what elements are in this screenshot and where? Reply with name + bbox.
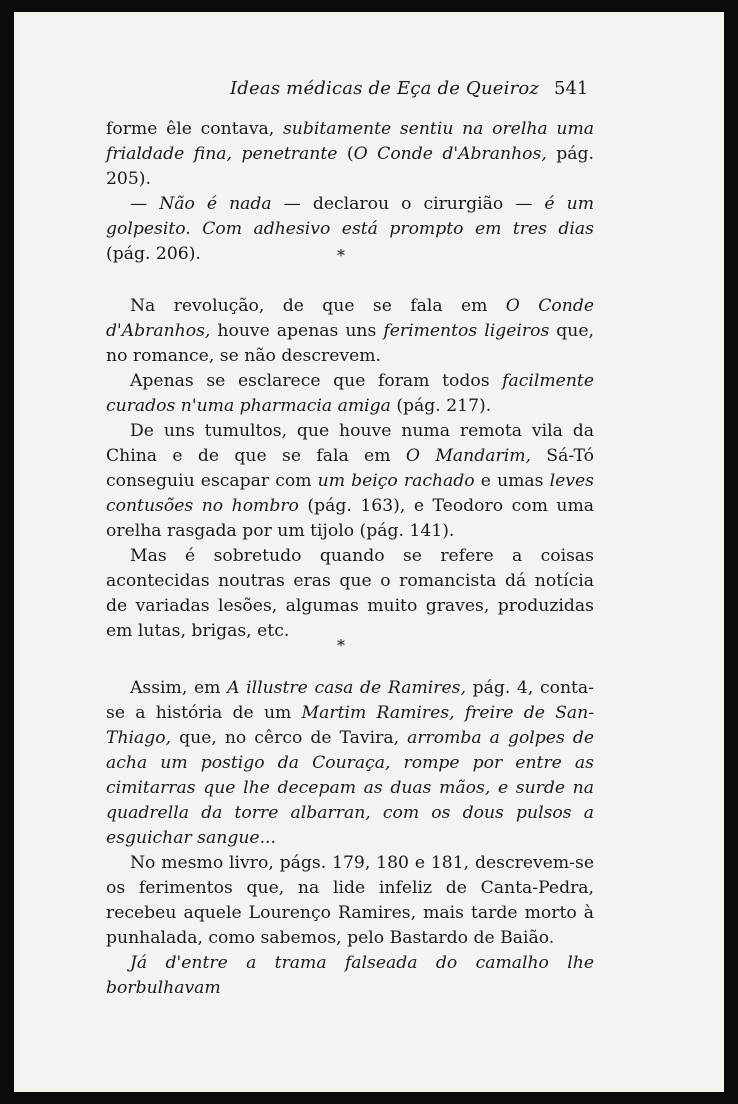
text-run: ( [337, 144, 354, 164]
section-separator-asterisk: * [337, 246, 345, 265]
paragraph [106, 676, 594, 851]
book-title: O Conde d'Abranhos, [353, 144, 547, 164]
italic-quote: é um golpesito. Com adhesivo está prompto em tres dias [106, 194, 594, 239]
italic-quote: Martim Ramires, freire de San-Thiago, [106, 703, 594, 748]
text-block-continuation [106, 117, 594, 267]
italic-quote: facilmente curados n'uma pharmacia amiga [106, 371, 594, 416]
section-separator-asterisk: * [337, 636, 345, 655]
book-title: A illustre casa de Ramires, [227, 678, 466, 698]
text-run: que, no romance, se não descrevem. [106, 321, 595, 366]
text-run: pág. 205). [106, 144, 594, 189]
text-run: Mas é sobretudo quando se refere a coisas acontecidas noutras eras que o romancista dá notícia de variadas lesões, algumas muito graves, produzidas em lutas, brigas, etc. [106, 546, 594, 641]
book-title: O Mandarim, [405, 446, 531, 466]
book-title: O Conde d'Abranhos, [106, 296, 594, 341]
italic-quote: subitamente sentiu na orelha uma frialdade fina, penetrante [106, 119, 594, 164]
text-run: Apenas se esclarece que foram todos [130, 371, 503, 391]
text-run: (pág. 217). [390, 396, 492, 416]
text-run: houve apenas uns [210, 321, 384, 341]
paragraph [106, 294, 594, 369]
text-run: No mesmo livro, págs. 179, 180 e 181, descrevem-se os ferimentos que, na lide infeliz de Canta-Pedra, recebeu aquele Lourenço Ramires, mais tarde morto à punhalada, como sabemos, pelo Bastardo de Baião. [106, 853, 594, 948]
text-block-section-1 [106, 294, 594, 644]
page-number: 541 [554, 78, 589, 99]
italic-quote: — Não é nada [130, 194, 272, 214]
paragraph [106, 117, 594, 192]
paragraph [106, 369, 594, 419]
page-header [14, 78, 724, 108]
running-title: Ideas médicas de Eça de Queiroz [230, 78, 540, 99]
text-run: Assim, em [130, 678, 228, 698]
text-run: que, no cêrco de Tavira, [171, 728, 408, 748]
paragraph [106, 419, 594, 544]
text-run: (pág. 206). [106, 244, 201, 264]
text-run: De uns tumultos, que houve numa remota vila da China e de que se fala em [106, 421, 594, 466]
text-block-section-2 [106, 676, 594, 1001]
paragraph [106, 851, 594, 951]
text-run: — declarou o cirurgião — [271, 194, 545, 214]
text-run: Sá-Tó conseguiu escapar com [106, 446, 594, 491]
text-run: e umas [474, 471, 550, 491]
italic-quote: leves contusões no hombro [106, 471, 594, 516]
italic-quote: ferimentos ligeiros [383, 321, 550, 341]
book-page [14, 12, 724, 1092]
paragraph [106, 544, 594, 644]
text-run: forme êle contava, [106, 119, 283, 139]
italic-quote: Já d'entre a trama falseada do camalho lhe borbulhavam [106, 953, 594, 998]
text-run: pág. 4, conta-se a história de um [106, 678, 594, 723]
text-run: Na revolução, de que se fala em [130, 296, 506, 316]
paragraph [106, 951, 594, 1001]
italic-quote: arromba a golpes de acha um postigo da Couraça, rompe por entre as cimitarras que lhe decepam as duas mãos, e surde na quadrella da torre albarran, com os dous pulsos a esguichar sangue... [106, 728, 595, 848]
text-run: (pág. 163), e Teodoro com uma orelha rasgada por um tijolo (pág. 141). [106, 496, 594, 541]
italic-quote: um beiço rachado [317, 471, 475, 491]
